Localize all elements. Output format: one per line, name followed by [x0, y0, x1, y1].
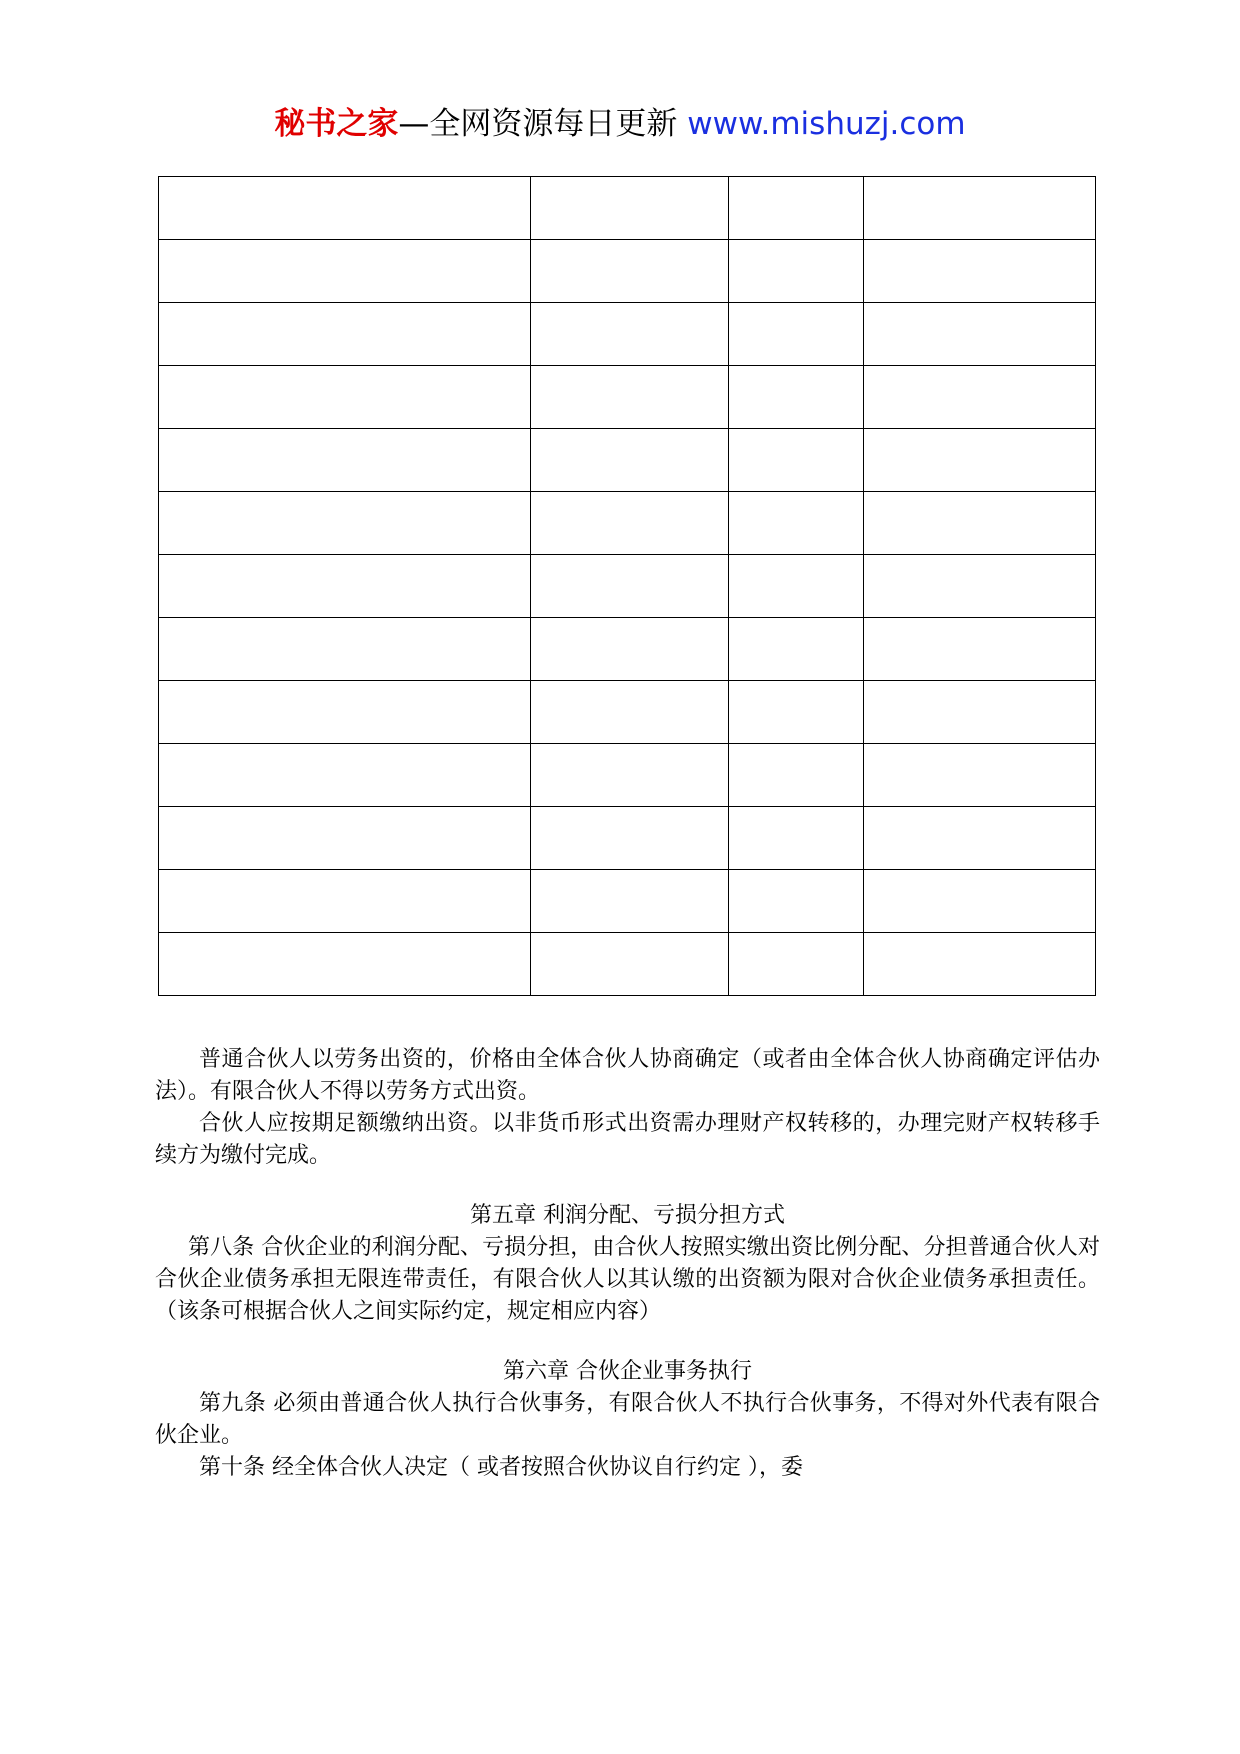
article-10: 第十条 经全体合伙人决定（ 或者按照合伙协议自行约定 ），委 — [199, 1455, 803, 1480]
paragraph-payment-terms: 合伙人应按期足额缴纳出资。以非货币形式出资需办理财产权转移的，办理完财产权转移手续方为缴付完成。 — [155, 1111, 1100, 1168]
table-cell — [159, 240, 531, 303]
contribution-table — [158, 176, 1096, 996]
brand-name: 秘书之家 — [274, 106, 399, 142]
table-row — [159, 933, 1096, 996]
table-cell — [864, 366, 1096, 429]
table-cell — [864, 807, 1096, 870]
table-cell — [159, 681, 531, 744]
table-cell — [159, 177, 531, 240]
header-url-link[interactable]: www.mishuzj.com — [687, 106, 966, 142]
table-cell — [729, 177, 864, 240]
table-row — [159, 744, 1096, 807]
page-header — [0, 100, 1240, 148]
table-cell — [864, 744, 1096, 807]
chapter-6-heading: 第六章 合伙企业事务执行 — [503, 1359, 752, 1384]
table-cell — [531, 240, 729, 303]
table-cell — [159, 807, 531, 870]
table-cell — [531, 492, 729, 555]
table-cell — [531, 870, 729, 933]
table-cell — [729, 555, 864, 618]
table-cell — [531, 618, 729, 681]
table-cell — [864, 933, 1096, 996]
table-cell — [729, 618, 864, 681]
table-cell — [729, 366, 864, 429]
table-cell — [729, 681, 864, 744]
table-cell — [531, 366, 729, 429]
table-row — [159, 240, 1096, 303]
table-cell — [159, 429, 531, 492]
table-row — [159, 618, 1096, 681]
table-cell — [729, 807, 864, 870]
table-cell — [531, 555, 729, 618]
table-row — [159, 555, 1096, 618]
article-9: 第九条 必须由普通合伙人执行合伙事务，有限合伙人不执行合伙事务，不得对外代表有限合伙企业。 — [155, 1391, 1100, 1448]
table-cell — [729, 240, 864, 303]
table-row — [159, 366, 1096, 429]
table-cell — [864, 681, 1096, 744]
table-cell — [864, 177, 1096, 240]
table-cell — [531, 177, 729, 240]
table-cell — [864, 240, 1096, 303]
table-cell — [531, 429, 729, 492]
table-cell — [864, 618, 1096, 681]
document-body — [155, 1044, 1100, 1484]
table-cell — [729, 492, 864, 555]
table-cell — [864, 870, 1096, 933]
table-cell — [159, 618, 531, 681]
article-8: 第八条 合伙企业的利润分配、亏损分担，由合伙人按照实缴出资比例分配、分担普通合伙人对合伙企业债务承担无限连带责任，有限合伙人以其认缴的出资额为限对合伙企业债务承担责任。（该条可根据合伙人之间实际约定，规定相应内容） — [155, 1235, 1100, 1324]
table-cell — [159, 933, 531, 996]
table-row — [159, 177, 1096, 240]
table-cell — [531, 681, 729, 744]
table-cell — [531, 933, 729, 996]
table-cell — [159, 870, 531, 933]
table-cell — [729, 870, 864, 933]
table-row — [159, 429, 1096, 492]
table-cell — [159, 744, 531, 807]
table-cell — [159, 303, 531, 366]
table-row — [159, 303, 1096, 366]
table-cell — [864, 303, 1096, 366]
table-cell — [531, 807, 729, 870]
table-cell — [729, 744, 864, 807]
table-cell — [729, 429, 864, 492]
table-cell — [159, 555, 531, 618]
table-row — [159, 681, 1096, 744]
paragraph-labor-contribution: 普通合伙人以劳务出资的，价格由全体合伙人协商确定（或者由全体合伙人协商确定评估办法）。有限合伙人不得以劳务方式出资。 — [155, 1047, 1100, 1104]
table-cell — [531, 303, 729, 366]
table-cell — [159, 492, 531, 555]
table-cell — [729, 933, 864, 996]
table-cell — [531, 744, 729, 807]
table-cell — [159, 366, 531, 429]
table-cell — [864, 492, 1096, 555]
table-row — [159, 807, 1096, 870]
table-row — [159, 870, 1096, 933]
table-cell — [729, 303, 864, 366]
table-cell — [864, 555, 1096, 618]
chapter-5-heading: 第五章 利润分配、亏损分担方式 — [470, 1203, 785, 1228]
table-body — [159, 177, 1096, 996]
table-cell — [864, 429, 1096, 492]
table-row — [159, 492, 1096, 555]
header-slogan: —全网资源每日更新 — [398, 106, 678, 142]
